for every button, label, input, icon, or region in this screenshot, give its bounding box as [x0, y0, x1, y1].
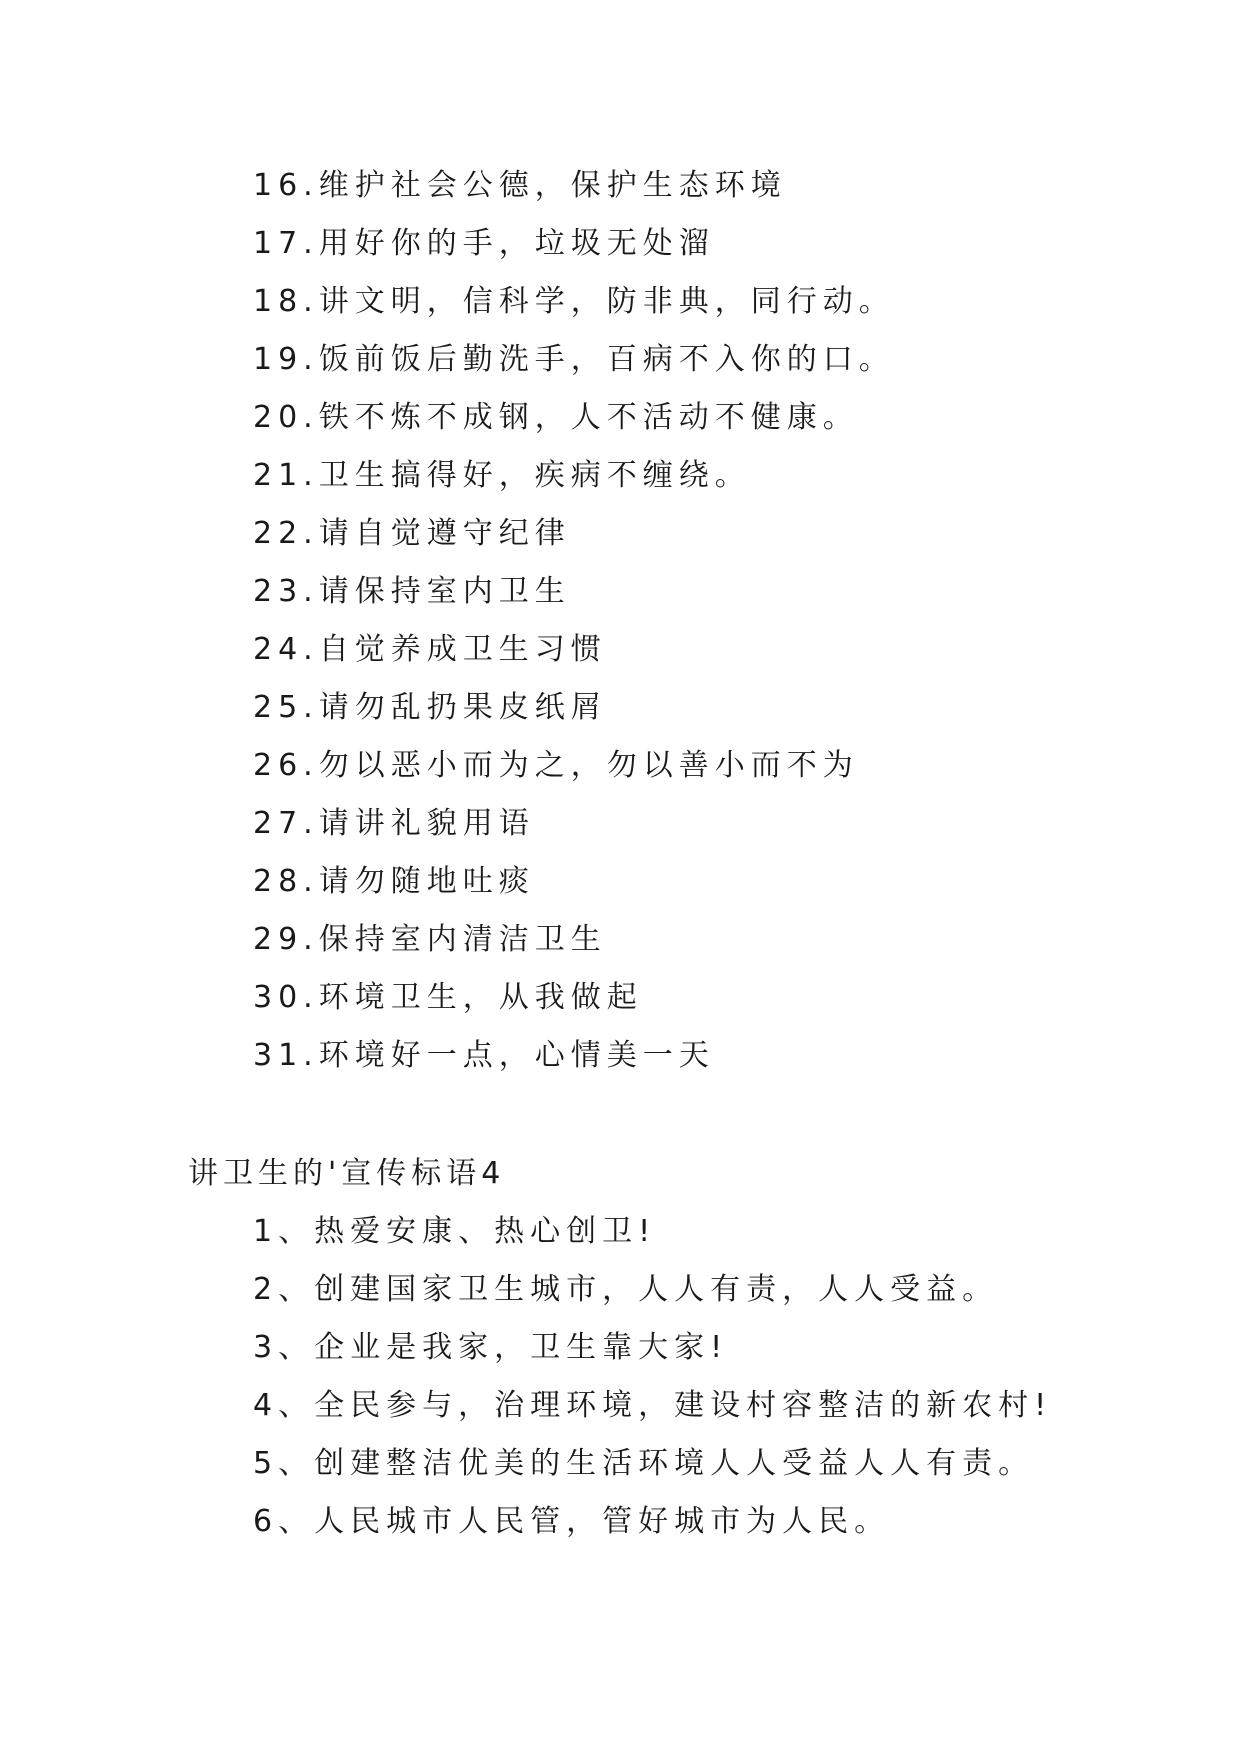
list-item: 31.环境好一点，心情美一天: [253, 1038, 715, 1073]
slogan-list-continued: [253, 157, 1153, 1085]
list-item: 21.卫生搞得好，疾病不缠绕。: [253, 458, 751, 493]
list-item: 20.铁不炼不成钢，人不活动不健康。: [253, 400, 859, 435]
list-item: 16.维护社会公德，保护生态环境: [253, 168, 787, 203]
slogan-list-4: [253, 1203, 1153, 1551]
list-item: 19.饭前饭后勤洗手，百病不入你的口。: [253, 342, 895, 377]
list-item: 23.请保持室内卫生: [253, 574, 571, 609]
list-item: 25.请勿乱扔果皮纸屑: [253, 690, 607, 725]
list-item: 26.勿以恶小而为之，勿以善小而不为: [253, 748, 859, 783]
list-item: 2、创建国家卫生城市，人人有责，人人受益。: [253, 1272, 999, 1307]
list-item: 24.自觉养成卫生习惯: [253, 632, 607, 667]
list-item: 22.请自觉遵守纪律: [253, 516, 571, 551]
section-heading: 讲卫生的'宣传标语4: [188, 1156, 506, 1191]
list-item: 30.环境卫生，从我做起: [253, 980, 643, 1015]
list-item: 29.保持室内清洁卫生: [253, 922, 607, 957]
list-item: 3、企业是我家，卫生靠大家!: [253, 1330, 729, 1365]
list-item: 6、人民城市人民管，管好城市为人民。: [253, 1504, 891, 1539]
list-item: 1、热爱安康、热心创卫!: [253, 1214, 657, 1249]
list-item: 18.讲文明，信科学，防非典，同行动。: [253, 284, 895, 319]
list-item: 5、创建整洁优美的生活环境人人受益人人有责。: [253, 1446, 1035, 1481]
list-item: 17.用好你的手，垃圾无处溜: [253, 226, 715, 261]
list-item: 4、全民参与，治理环境，建设村容整洁的新农村!: [253, 1388, 1053, 1423]
list-item: 28.请勿随地吐痰: [253, 864, 535, 899]
list-item: 27.请讲礼貌用语: [253, 806, 535, 841]
